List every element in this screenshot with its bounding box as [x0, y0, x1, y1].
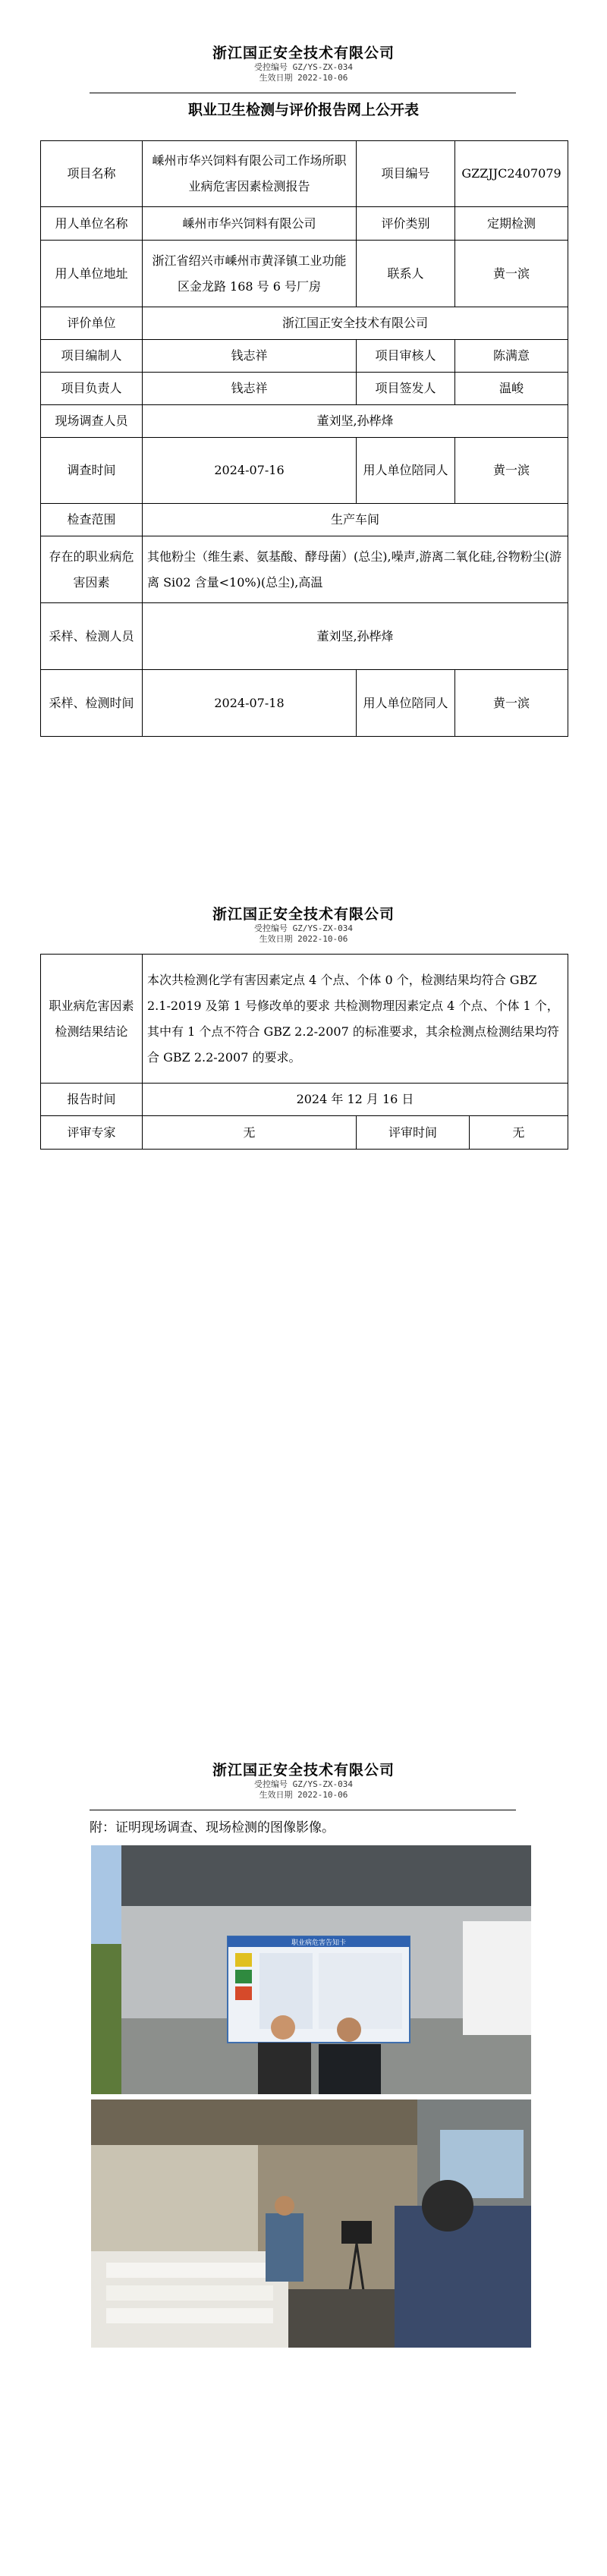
reviewer-label: 项目审核人 — [357, 340, 455, 373]
field-sampling-photo — [91, 2099, 531, 2348]
project-name-label: 项目名称 — [41, 141, 143, 207]
control-number: 受控编号 GZ/YS-ZX-034 — [253, 62, 354, 72]
conclusion-value: 本次共检测化学有害因素定点 4 个点、个体 0 个，检测结果均符合 GBZ 2.1-2019 及第 1 号修改单的要求 共检测物理因素定点 4 个点、个体 1 个，其中有 1 个点不符合 GBZ 2.2-2007 的标准要求，其余检测点检测结果均符合 GBZ 2.2-2007 的要求。 — [143, 955, 568, 1084]
reviewer-value: 陈满意 — [455, 340, 568, 373]
page-header — [0, 903, 607, 945]
contact-value: 黄一滨 — [455, 241, 568, 307]
disclosure-table — [40, 140, 568, 737]
appendix-note: 附：证明现场调查、现场检测的图像影像。 — [90, 1820, 335, 1835]
scope-label: 检查范围 — [41, 504, 143, 536]
field-survey-image — [91, 1845, 531, 2094]
company-name: 浙江国正安全技术有限公司 — [212, 906, 395, 923]
conclusion-label: 职业病危害因素检测结果结论 — [41, 955, 143, 1084]
page-header — [0, 1759, 607, 1801]
effective-date: 生效日期 2022-10-06 — [259, 1790, 348, 1800]
hazards-label: 存在的职业病危害因素 — [41, 536, 143, 603]
scope-value: 生产车间 — [143, 504, 568, 536]
investigators-value: 董刘坚,孙桦烽 — [143, 405, 568, 438]
samplers-label: 采样、检测人员 — [41, 603, 143, 670]
eval-type-label: 评价类别 — [357, 207, 455, 241]
control-number: 受控编号 GZ/YS-ZX-034 — [253, 1779, 354, 1789]
accompany-value: 黄一滨 — [455, 438, 568, 504]
review-time-label: 评审时间 — [357, 1116, 470, 1150]
report-time-label: 报告时间 — [41, 1084, 143, 1116]
issuer-label: 项目签发人 — [357, 373, 455, 405]
contact-label: 联系人 — [357, 241, 455, 307]
compiler-label: 项目编制人 — [41, 340, 143, 373]
project-name-value: 嵊州市华兴饲料有限公司工作场所职业病危害因素检测报告 — [143, 141, 357, 207]
conclusion-table — [40, 954, 568, 1150]
issuer-value: 温峻 — [455, 373, 568, 405]
field-sampling-image — [91, 2099, 531, 2348]
effective-date: 生效日期 2022-10-06 — [259, 934, 348, 944]
sample-time-value: 2024-07-18 — [143, 670, 357, 737]
leader-value: 钱志祥 — [143, 373, 357, 405]
experts-label: 评审专家 — [41, 1116, 143, 1150]
field-survey-photo — [91, 1845, 531, 2094]
project-no-value: GZZJJC2407079 — [455, 141, 568, 207]
project-no-label: 项目编号 — [357, 141, 455, 207]
hazards-value: 其他粉尘（维生素、氨基酸、酵母菌）(总尘),噪声,游离二氧化硅,谷物粉尘(游离 Si02 含量<10%)(总尘),高温 — [143, 536, 568, 603]
employer-address-label: 用人单位地址 — [41, 241, 143, 307]
accompany-label: 用人单位陪同人 — [357, 438, 455, 504]
eval-unit-label: 评价单位 — [41, 307, 143, 340]
samplers-value: 董刘坚,孙桦烽 — [143, 603, 568, 670]
effective-date: 生效日期 2022-10-06 — [259, 73, 348, 83]
experts-value: 无 — [143, 1116, 357, 1150]
compiler-value: 钱志祥 — [143, 340, 357, 373]
review-time-value: 无 — [470, 1116, 568, 1150]
company-name: 浙江国正安全技术有限公司 — [212, 45, 395, 61]
accompany2-label: 用人单位陪同人 — [357, 670, 455, 737]
poster-title: 职业病危害告知卡 — [291, 1939, 347, 1947]
report-time-value: 2024 年 12 月 16 日 — [143, 1084, 568, 1116]
employer-name-value: 嵊州市华兴饲料有限公司 — [143, 207, 357, 241]
eval-type-value: 定期检测 — [455, 207, 568, 241]
leader-label: 项目负责人 — [41, 373, 143, 405]
employer-name-label: 用人单位名称 — [41, 207, 143, 241]
document-title: 职业卫生检测与评价报告网上公开表 — [187, 102, 419, 118]
control-number: 受控编号 GZ/YS-ZX-034 — [253, 923, 354, 933]
company-name: 浙江国正安全技术有限公司 — [212, 1762, 395, 1779]
survey-time-label: 调查时间 — [41, 438, 143, 504]
sample-time-label: 采样、检测时间 — [41, 670, 143, 737]
page-header — [0, 42, 607, 83]
employer-address-value: 浙江省绍兴市嵊州市黄泽镇工业功能区金龙路 168 号 6 号厂房 — [143, 241, 357, 307]
investigators-label: 现场调查人员 — [41, 405, 143, 438]
accompany2-value: 黄一滨 — [455, 670, 568, 737]
eval-unit-value: 浙江国正安全技术有限公司 — [143, 307, 568, 340]
survey-time-value: 2024-07-16 — [143, 438, 357, 504]
